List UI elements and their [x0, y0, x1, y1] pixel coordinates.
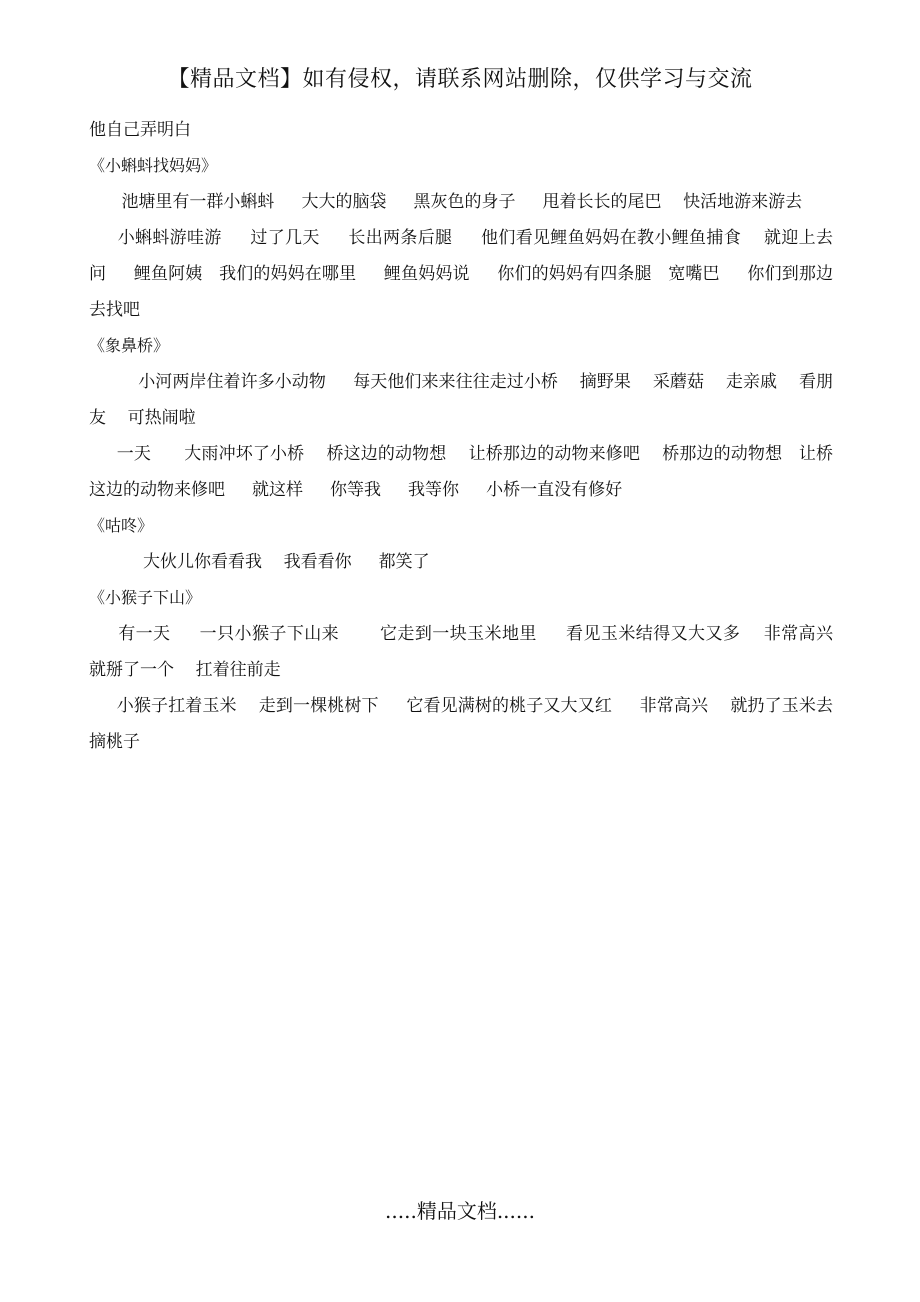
story-title: 《咕咚》: [89, 516, 154, 535]
paragraph: 小河两岸住着许多小动物 每天他们来来往往走过小桥 摘野果 采蘑菇 走亲戚 看朋友 可热闹啦: [89, 372, 834, 428]
story-title: 《象鼻桥》: [89, 336, 170, 355]
document-header: 【精品文档】如有侵权，请联系网站删除，仅供学习与交流: [167, 67, 753, 92]
document-body: [89, 112, 861, 760]
story-title: 《小猴子下山》: [89, 588, 202, 607]
story-title: 《小蝌蚪找妈妈》: [89, 156, 218, 175]
paragraph: 一天 大雨冲坏了小桥 桥这边的动物想 让桥那边的动物来修吧 桥那边的动物想 让桥这边的动物来修吧 就这样 你等我 我等你 小桥一直没有修好: [89, 444, 833, 500]
paragraph: 大伙儿你看看我 我看看你 都笑了: [89, 552, 430, 572]
paragraph: 有一天 一只小猴子下山来 它走到一块玉米地里 看见玉米结得又大又多 非常高兴 就掰了一个 扛着往前走: [89, 624, 861, 680]
paragraph: 小蝌蚪游哇游 过了几天 长出两条后腿 他们看见鲤鱼妈妈在教小鲤鱼捕食 就迎上去 问 鲤鱼阿姨 我们的妈妈在哪里 鲤鱼妈妈说 你们的妈妈有四条腿 宽嘴巴 你们到那边去找吧: [89, 228, 861, 320]
document-footer: .....精品文档......: [385, 1199, 535, 1223]
intro-line: 他自己弄明白: [89, 120, 191, 140]
paragraph: 池塘里有一群小蝌蚪 大大的脑袋 黑灰色的身子 甩着长长的尾巴 快活地游来游去: [89, 192, 803, 212]
paragraph: 小猴子扛着玉米 走到一棵桃树下 它看见满树的桃子又大又红 非常高兴 就扔了玉米去摘桃子: [89, 696, 833, 752]
